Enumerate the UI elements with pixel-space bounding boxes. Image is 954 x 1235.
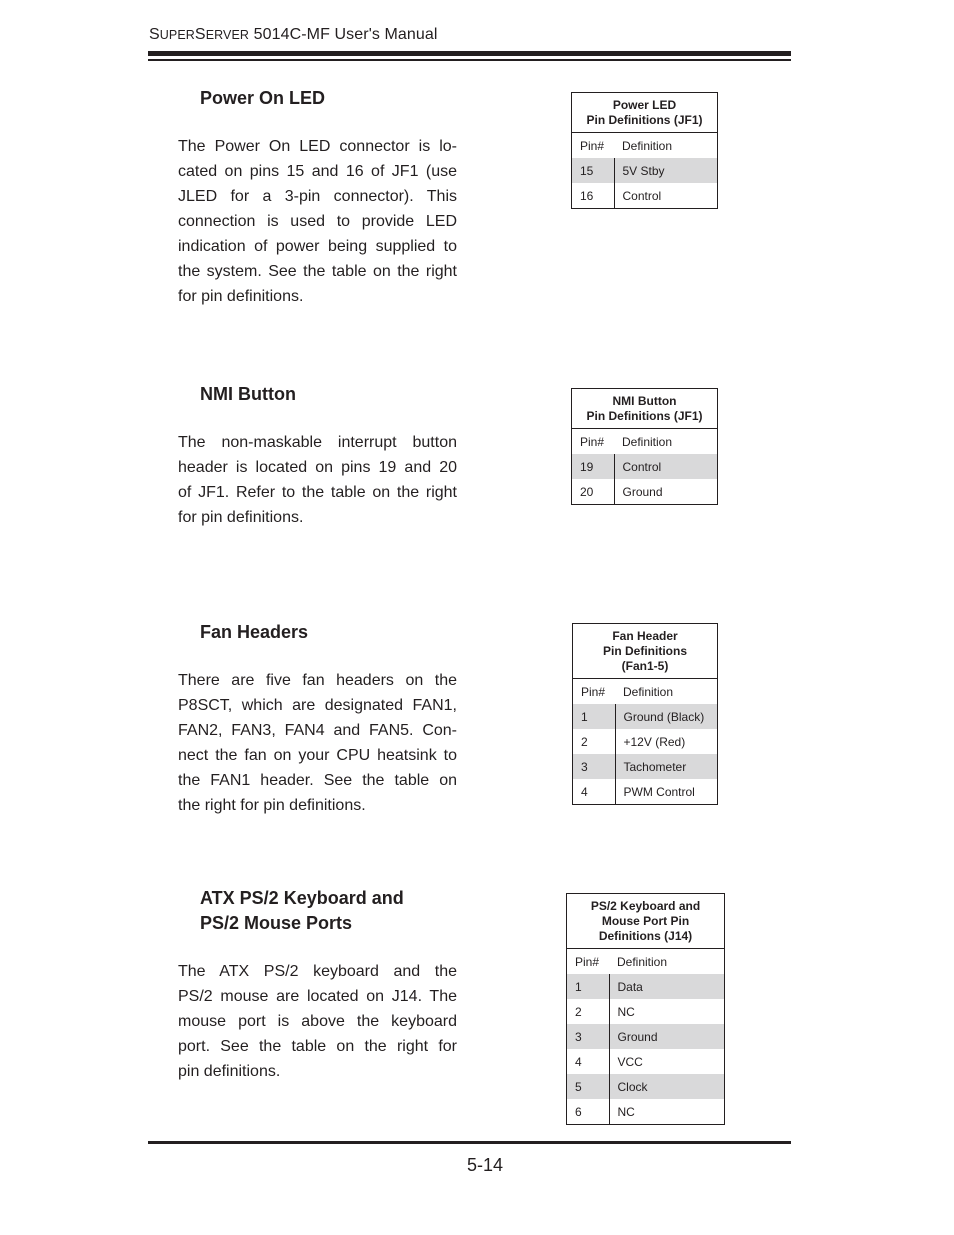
table-row: 6 NC [567,1099,725,1125]
table-row: 1 Data [567,974,725,999]
body-line: JLED for a 3-pin connector). This [178,188,457,205]
footer-rule [148,1141,791,1144]
body-line: the right for pin definitions. [178,797,366,814]
header-rule-thin [148,59,791,61]
body-line: The Power On LED connector is lo- [178,138,457,155]
body-line: cated on pins 15 and 16 of JF1 (use [178,163,457,180]
col-header-definition: Definition [615,679,718,705]
body-line: for pin definitions. [178,509,304,526]
body-line: P8SCT, which are designated FAN1, [178,697,457,714]
col-header-definition: Definition [609,949,725,975]
power-led-heading: Power On LED [200,88,326,108]
col-header-definition: Definition [614,133,718,159]
table-row: 16 Control [572,183,718,209]
ps2-pin-table [566,893,725,1125]
body-line: the FAN1 header. See the table on [178,772,457,789]
table-row: 20 Ground [572,479,718,505]
col-header-pin: Pin# [572,429,615,455]
body-line: The non-maskable interrupt button [178,434,457,451]
table-row: 2 NC [567,999,725,1024]
body-line: FAN2, FAN3, FAN4 and FAN5. Con- [178,722,457,739]
page-number: 5-14 [466,1155,504,1175]
table-caption: PS/2 Keyboard and Mouse Port Pin Definitions (J14) [567,894,725,949]
body-line: of JF1. Refer to the table on the right [178,484,457,501]
table-row: 4 PWM Control [573,779,718,805]
nmi-body [178,430,457,530]
table-row: 3 Tachometer [573,754,718,779]
col-header-pin: Pin# [567,949,610,975]
table-row: 15 5V Stby [572,158,718,183]
table-caption: NMI Button Pin Definitions (JF1) [572,389,718,429]
table-caption: Power LED Pin Definitions (JF1) [572,93,718,133]
col-header-pin: Pin# [573,679,616,705]
body-line: mouse port is above the keyboard [178,1013,457,1030]
table-row: 4 VCC [567,1049,725,1074]
nmi-pin-table [571,388,718,505]
body-line: There are five fan headers on the [178,672,457,689]
body-line: port. See the table on the right for [178,1038,457,1055]
col-header-definition: Definition [614,429,718,455]
table-caption: Fan Header Pin Definitions (Fan1-5) [573,624,718,679]
ps2-heading: ATX PS/2 Keyboard and PS/2 Mouse Ports [200,888,404,933]
table-row: 1 Ground (Black) [573,704,718,729]
body-line: PS/2 mouse are located on J14. The [178,988,457,1005]
power-led-body [178,134,457,309]
body-line: the system. See the table on the right [178,263,457,280]
running-header: SUPERSERVER 5014C-MF User's Manual [149,26,438,43]
fan-pin-table [572,623,718,805]
table-row: 3 Ground [567,1024,725,1049]
body-line: for pin definitions. [178,288,304,305]
table-row: 19 Control [572,454,718,479]
nmi-heading: NMI Button [200,384,296,404]
body-line: pin definitions. [178,1063,281,1080]
body-line: The ATX PS/2 keyboard and the [178,963,457,980]
header-rule-thick [148,51,791,56]
fan-body [178,668,457,818]
body-line: nect the fan on your CPU heatsink to [178,747,457,764]
body-line: connection is used to provide LED [178,213,457,230]
table-row: 2 +12V (Red) [573,729,718,754]
col-header-pin: Pin# [572,133,615,159]
body-line: header is located on pins 19 and 20 [178,459,457,476]
fan-heading: Fan Headers [200,622,309,642]
ps2-body [178,959,457,1084]
power-led-pin-table [571,92,718,209]
body-line: indication of power being supplied to [178,238,457,255]
table-row: 5 Clock [567,1074,725,1099]
